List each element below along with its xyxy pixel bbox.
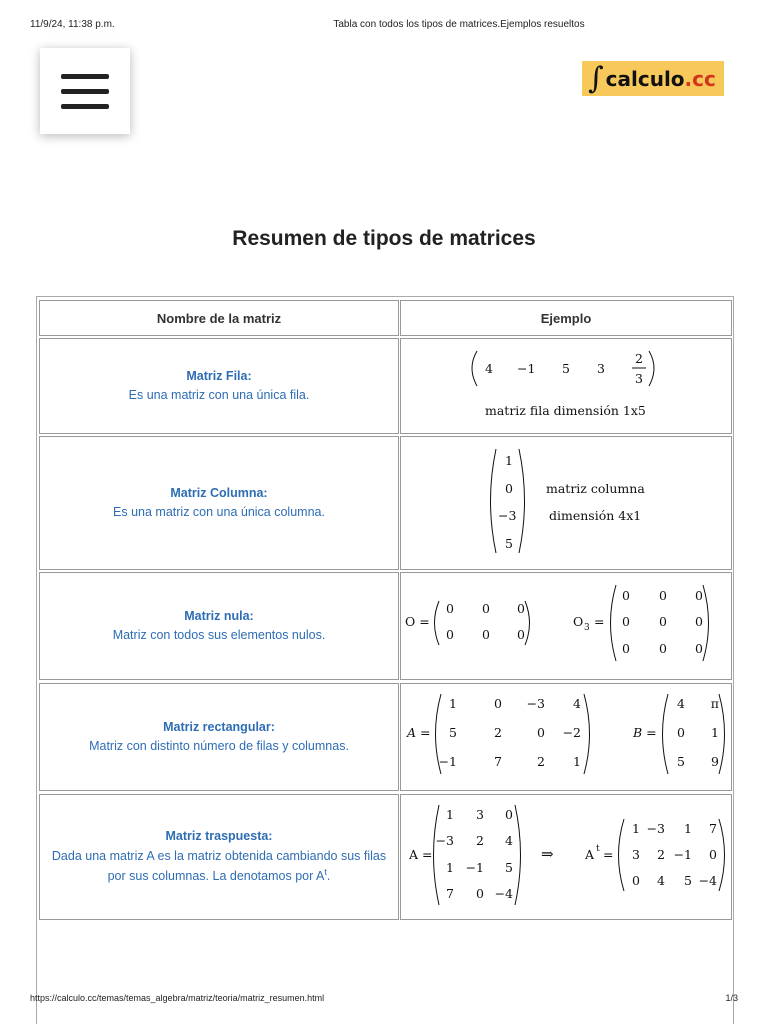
matrix-entry: 4 [573, 696, 581, 711]
matrix-entry: −3 [526, 696, 545, 711]
matrix-entry: 1 [449, 696, 457, 711]
matrix-entry: −3 [646, 821, 665, 836]
table-row-name-rectangular [39, 683, 399, 791]
matrix-entry: 5 [505, 536, 513, 551]
example-traspuesta [400, 794, 732, 920]
matrix-entry: 0 [446, 627, 454, 642]
table-row-name-traspuesta [39, 794, 399, 920]
hamburger-menu-icon [61, 74, 109, 79]
matrix-entry: 0 [517, 601, 525, 616]
example-caption: matriz columna [546, 481, 645, 496]
matrix-entry: 1 [446, 860, 454, 875]
print-datetime: 11/9/24, 11:38 p.m. [30, 19, 115, 30]
page-title: Resumen de tipos de matrices [232, 227, 536, 250]
matrix-label: O [573, 614, 584, 629]
matrix-entry: −2 [562, 725, 581, 740]
logo-integral: ∫ [588, 60, 604, 96]
matrix-entry: 9 [711, 754, 719, 769]
matrix-entry: 0 [505, 481, 513, 496]
matrix-entry: 0 [695, 614, 703, 629]
matrix-description-line2: por sus columnas. La denotamos por $A^t$. [107, 867, 331, 884]
matrix-name: Matriz Fila: [186, 368, 252, 383]
matrix-name: Matriz nula: [184, 608, 254, 623]
matrix-entry: −4 [698, 873, 717, 888]
implies-arrow: ⇒ [541, 845, 554, 863]
hamburger-menu-button[interactable] [40, 48, 130, 134]
matrix-entry: −4 [494, 886, 513, 901]
matrix-entry: 0 [476, 886, 484, 901]
matrix-entry: 5 [562, 361, 570, 376]
matrix-entry: 4 [677, 696, 685, 711]
example-fila [400, 338, 732, 434]
matrix-entry: 0 [494, 696, 502, 711]
example-columna-svg [401, 437, 731, 569]
matrix-label: A [585, 847, 595, 862]
column-header-name: Nombre de la matriz [39, 300, 399, 336]
bracket-right [525, 601, 530, 645]
matrix-entry: 0 [446, 601, 454, 616]
matrix-entry: 3 [476, 807, 484, 822]
matrix-entry: 4 [657, 873, 665, 888]
bracket-left [619, 819, 625, 891]
site-logo[interactable] [582, 61, 724, 96]
bracket-right [719, 694, 725, 774]
print-doc-title: Tabla con todos los tipos de matrices.Ejemplos resueltos [333, 19, 585, 30]
bracket-right [649, 351, 654, 386]
matrix-entry: 0 [537, 725, 545, 740]
example-fila-svg [401, 339, 731, 433]
matrix-entry: −1 [673, 847, 692, 862]
bracket-left [472, 351, 477, 386]
matrix-entry: 0 [659, 588, 667, 603]
matrix-entry: −1 [517, 361, 536, 376]
matrix-entry: 0 [517, 627, 525, 642]
fraction-denominator: 3 [635, 371, 643, 386]
example-columna [400, 436, 732, 570]
matrix-description: Dada una matriz A es la matriz obtenida cambiando sus filas [51, 848, 387, 863]
matrix-label-eq: = [603, 847, 614, 862]
table-row-name-fila [39, 338, 399, 434]
matrix-name: Matriz rectangular: [163, 719, 275, 734]
example-rectangular-svg [401, 684, 731, 790]
matrix-entry: −1 [438, 754, 457, 769]
example-rectangular [400, 683, 732, 791]
matrix-entry: −3 [498, 508, 517, 523]
bracket-right [719, 819, 725, 891]
print-header [30, 19, 738, 33]
bracket-left [611, 585, 617, 661]
matrix-description: Matriz con todos sus elementos nulos. [112, 628, 326, 642]
logo-main: calculo [605, 66, 685, 91]
example-traspuesta-svg [401, 795, 731, 919]
matrix-entry: 2 [537, 754, 545, 769]
superscript: t [324, 867, 327, 878]
bracket-right [584, 694, 590, 774]
matrix-entry: 5 [449, 725, 457, 740]
example-caption: dimensión 4x1 [549, 508, 642, 523]
print-url: https://calculo.cc/temas/temas_algebra/matriz/teoria/matriz_resumen.html [30, 993, 325, 1003]
matrix-label-eq: = [594, 614, 605, 629]
matrix-entry: 1 [446, 807, 454, 822]
matrix-entry: 0 [505, 807, 513, 822]
matrix-entry: 4 [485, 361, 493, 376]
bracket-right [515, 805, 521, 905]
matrix-entry: −1 [465, 860, 484, 875]
matrix-entry: 5 [684, 873, 692, 888]
matrix-entry: 1 [573, 754, 581, 769]
matrix-label: O = [405, 614, 430, 629]
matrix-entry: π [710, 696, 719, 711]
matrix-description: Es una matriz con una única fila. [128, 388, 310, 402]
matrix-label-superscript: t [596, 844, 600, 854]
hamburger-menu-icon-bar [61, 104, 109, 109]
table-row-name-nula [39, 572, 399, 680]
example-caption: matriz fila dimensión 1x5 [485, 403, 646, 418]
matrix-name: Matriz Columna: [170, 485, 268, 500]
matrix-entry: 0 [659, 641, 667, 656]
bracket-left [663, 694, 669, 774]
matrix-entry: 0 [695, 588, 703, 603]
hamburger-menu-icon-bar [61, 89, 109, 94]
matrix-entry: 7 [709, 821, 717, 836]
matrix-entry: 3 [597, 361, 605, 376]
matrix-label: A = [407, 725, 431, 740]
matrix-entry: 1 [711, 725, 719, 740]
matrix-label: A = [409, 847, 433, 862]
matrix-entry: 0 [622, 588, 630, 603]
matrix-entry: 0 [659, 614, 667, 629]
matrix-entry: 1 [505, 453, 513, 468]
matrix-entry: 0 [709, 847, 717, 862]
matrix-entry: 0 [632, 873, 640, 888]
matrix-entry: 4 [505, 833, 513, 848]
bracket-left [434, 805, 440, 905]
example-nula-svg [401, 573, 731, 679]
matrix-description: Es una matriz con una única columna. [113, 505, 325, 519]
bracket-right [703, 585, 709, 661]
matrix-entry: 2 [494, 725, 502, 740]
matrix-entry: 7 [446, 886, 454, 901]
matrix-entry: 5 [505, 860, 513, 875]
matrix-entry: 1 [684, 821, 692, 836]
matrix-entry: 3 [632, 847, 640, 862]
bracket-right [519, 449, 525, 553]
matrix-entry: 2 [657, 847, 665, 862]
fraction-numerator: 2 [635, 351, 643, 366]
matrix-entry: 5 [677, 754, 685, 769]
matrix-entry: 0 [622, 641, 630, 656]
bracket-left [491, 449, 497, 553]
matrix-entry: 0 [482, 627, 490, 642]
matrix-entry: 0 [677, 725, 685, 740]
example-nula [400, 572, 732, 680]
matrix-name: Matriz traspuesta: [165, 829, 273, 844]
column-header-example: Ejemplo [400, 300, 732, 336]
matrix-entry: 0 [695, 641, 703, 656]
matrix-entry: 2 [476, 833, 484, 848]
matrix-entry: −3 [435, 833, 454, 848]
print-page-number: 1/3 [725, 993, 738, 1003]
matrix-entry: 0 [622, 614, 630, 629]
matrix-label: B = [633, 725, 657, 740]
logo-suffix: .cc [684, 66, 716, 91]
table-row-name-columna [39, 436, 399, 570]
matrix-description: Matriz con distinto número de filas y columnas. [89, 739, 349, 753]
matrix-label-subscript: 3 [584, 623, 590, 633]
matrix-entry: 0 [482, 601, 490, 616]
matrix-entry: 7 [494, 754, 502, 769]
matrix-entry: 1 [632, 821, 640, 836]
matrix-types-table [36, 296, 734, 1024]
bracket-left [435, 601, 440, 645]
